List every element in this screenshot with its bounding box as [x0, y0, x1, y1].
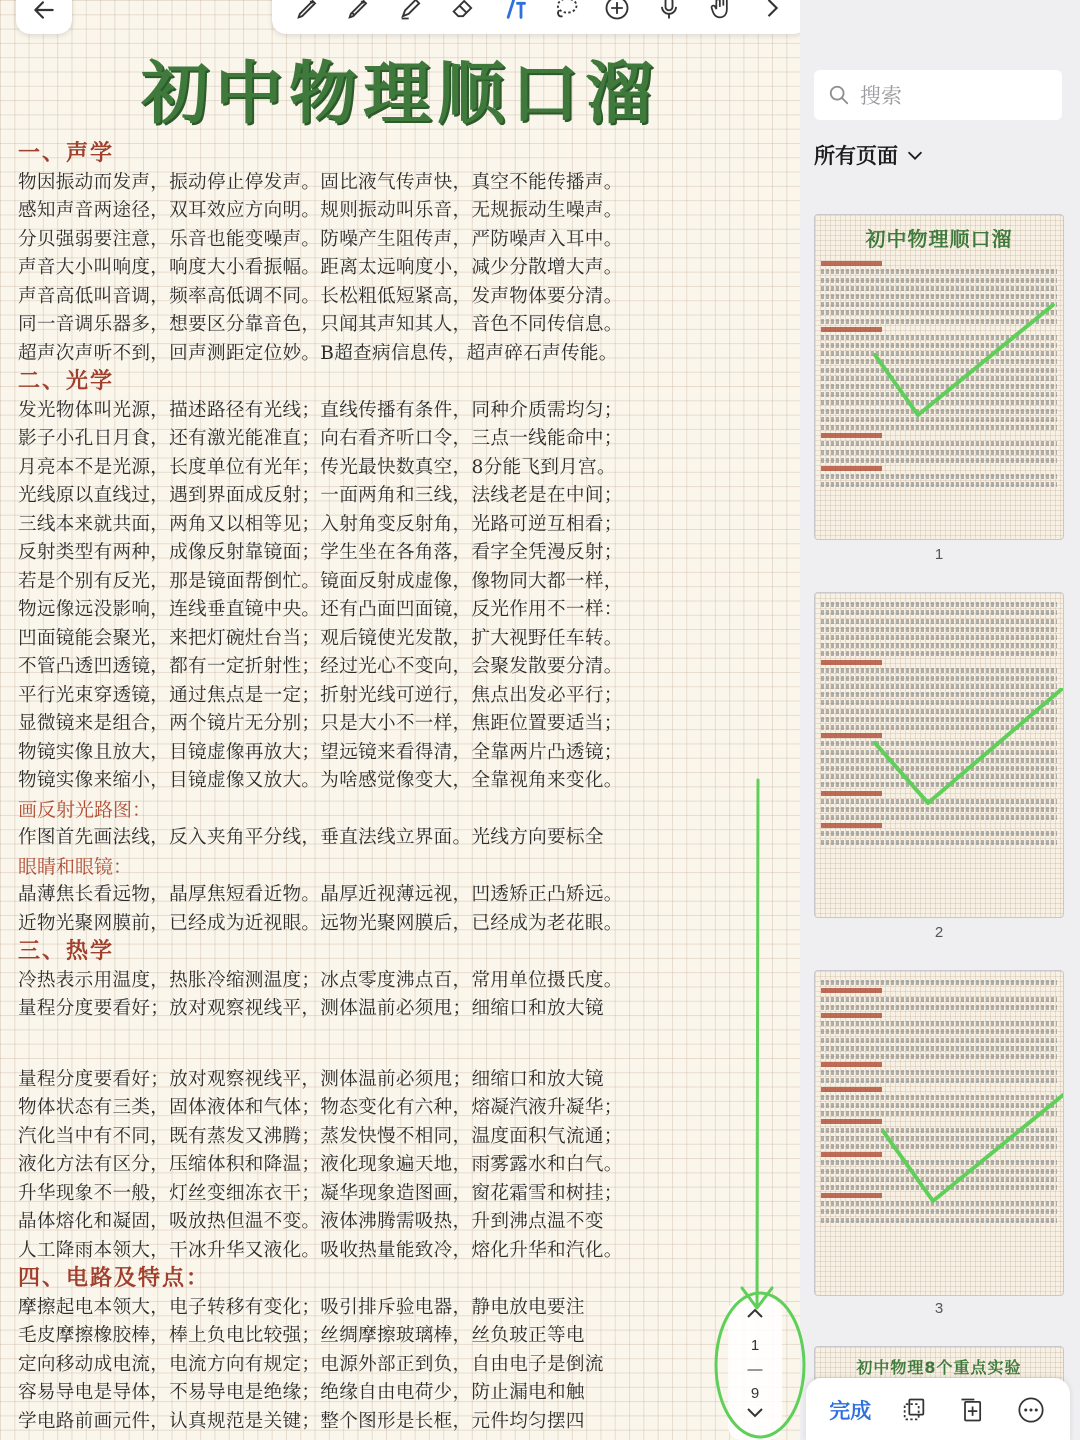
text-line: 超声次声听不到，回声测距定位妙。B超查病信息传，超声碎石声传能。	[18, 342, 618, 364]
microphone-icon	[655, 0, 683, 22]
text-line: 影子小孔日月食，还有激光能准直；向右看齐听口令，三点一线能命中；	[18, 428, 623, 449]
text-line: 同一音调乐器多，想要区分靠音色，只闻其声知其人，音色不同传信息。	[18, 314, 623, 335]
page-thumbnail[interactable]	[814, 970, 1064, 1296]
text-tool[interactable]	[498, 0, 530, 24]
text-line: 液化方法有区分，压缩体积和降温；液化现象遍天地，雨雾露水和白气。	[18, 1154, 623, 1175]
back-button[interactable]	[16, 0, 72, 34]
filter-label: 所有页面	[814, 145, 898, 168]
text-line: 平行光束穿透镜，通过焦点是一定；折射光线可逆行，焦点出发必平行；	[18, 684, 623, 706]
current-page: 1	[750, 1337, 760, 1354]
text-line: 物镜实像来缩小，目镜虚像又放大。为啥感觉像变大，全靠视角来变化。	[18, 770, 623, 791]
text-line: 不管凸透凹透镜，都有一定折射性；经过光心不变向，会聚发散要分清。	[18, 656, 623, 677]
thumbnail-title: 初中物理顺口溜	[865, 227, 1013, 251]
text-line: 量程分度要看好；放对观察视线平，测体温前必须甩；细缩口和放大镜	[18, 998, 604, 1019]
search-placeholder: 搜索	[860, 85, 902, 108]
text-line: 声音高低叫音调，频率高低调不同。长松粗低短紧高，发声物体要分清。	[18, 285, 623, 307]
page-number: 1	[934, 546, 944, 563]
more-actions-button[interactable]	[1015, 1394, 1047, 1426]
text-line: 晶薄焦长看远物，晶厚焦短看近物。晶厚近视薄远视，凹透矫正凸矫远。	[18, 884, 623, 905]
eraser-tool[interactable]	[447, 0, 479, 24]
pencil-tool[interactable]	[343, 0, 375, 24]
insert-tool[interactable]	[601, 0, 633, 24]
add-circle-icon	[603, 0, 631, 22]
text-tool-icon	[500, 0, 528, 22]
text-line: 近物光聚网膜前，已经成为近视眼。远物光聚网膜后，已经成为老花眼。	[18, 912, 623, 934]
subsection-heading: 画反射光路图：	[18, 798, 152, 821]
audio-tool[interactable]	[653, 0, 685, 24]
text-line: 若是个别有反光，那是镜面帮倒忙。镜面反射成虚像，像物同大都一样，	[18, 570, 623, 592]
text-line: 显微镜来是组合，两个镜片无分别；只是大小不一样，焦距位置要适当；	[18, 713, 623, 734]
page-filter-dropdown[interactable]	[814, 140, 926, 170]
highlighter-tool[interactable]	[395, 0, 427, 24]
text-line: 量程分度要看好；放对观察视线平，测体温前必须甩；细缩口和放大镜	[18, 1068, 604, 1090]
section-heading: 二、光学	[18, 369, 115, 394]
more-tools-button[interactable]	[756, 0, 788, 24]
arrow-left-icon	[31, 0, 57, 23]
search-icon	[828, 84, 850, 106]
more-icon	[1017, 1396, 1045, 1424]
page-title: 初中物理顺口溜	[140, 55, 659, 134]
eraser-icon	[449, 0, 477, 22]
search-field[interactable]	[814, 70, 1062, 120]
text-line: 摩擦起电本领大，电子转移有变化；吸引排斥验电器，静电放电要注	[18, 1296, 585, 1318]
hand-tool[interactable]	[705, 0, 737, 24]
checkmark-icon	[863, 688, 1063, 828]
text-line: 汽化当中有不同，既有蒸发又沸腾；蒸发快慢不相同，温度面积气流通；	[18, 1125, 623, 1147]
text-line: 学电路前画元件，认真规范是关键；整个图形是长框，元件均匀摆四	[18, 1410, 585, 1432]
page-thumbnails-sidebar	[800, 0, 1080, 1440]
pen-tool[interactable]	[292, 0, 324, 24]
chevron-down-icon	[904, 144, 926, 166]
document-body	[18, 140, 780, 1436]
text-line: 声音大小叫响度，响度大小看振幅。距离太远响度小，减少分散增大声。	[18, 257, 623, 278]
pen-icon	[294, 0, 322, 22]
text-line: 晶体熔化和凝固，吸放热但温不变。液体沸腾需吸热，升到沸点温不变	[18, 1211, 604, 1232]
text-line: 人工降雨本领大，干冰升华又液化。吸收热量能致冷，熔化升华和汽化。	[18, 1239, 623, 1261]
highlighter-icon	[397, 0, 425, 22]
lasso-tool[interactable]	[550, 0, 582, 24]
checkmark-icon	[863, 295, 1063, 435]
text-line: 凹面镜能会聚光，来把灯碗灶台当；观后镜使光发散，扩大视野任车转。	[18, 627, 623, 649]
checkmark-icon	[863, 1091, 1063, 1231]
text-line: 定向移动成电流，电流方向有规定；电源外部正到负，自由电子是倒流	[18, 1353, 604, 1375]
text-line: 月亮本不是光源，长度单位有光年；传光最快数真空，8分能飞到月宫。	[18, 456, 616, 478]
subsection-heading: 眼睛和眼镜：	[18, 855, 133, 878]
page-number: 2	[934, 924, 944, 941]
text-line: 作图首先画法线，反入夹角平分线，垂直法线立界面。光线方向要标全	[18, 827, 604, 848]
text-line: 物因振动而发声，振动停止停发声。固比液气传声快，真空不能传播声。	[18, 171, 623, 193]
page-number: 3	[934, 1300, 944, 1317]
select-icon	[900, 1396, 928, 1424]
select-pages-button[interactable]	[898, 1394, 930, 1426]
page-thumbnail[interactable]	[814, 214, 1064, 540]
text-line: 反射类型有两种，成像反射靠镜面；学生坐在各角落，看字全凭漫反射；	[18, 542, 623, 563]
lasso-icon	[552, 0, 580, 22]
chevron-right-icon	[758, 0, 786, 22]
text-line: 发光物体叫光源，描述路径有光线；直线传播有条件，同种介质需均匀；	[18, 399, 623, 421]
text-line: 光线原以直线过，遇到界面成反射；一面两角和三线，法线老是在中间；	[18, 485, 623, 506]
hand-icon	[707, 0, 735, 22]
add-page-icon	[958, 1396, 986, 1424]
done-button[interactable]: 完成	[829, 1400, 872, 1423]
section-heading: 三、热学	[18, 939, 115, 964]
text-line: 冷热表示用温度，热胀冷缩测温度；冰点零度沸点百，常用单位摄氏度。	[18, 969, 623, 991]
text-line: 感知声音两途径，双耳效应方向明。规则振动叫乐音，无规振动生噪声。	[18, 200, 623, 221]
text-line: 物远像远没影响，连线垂直镜中央。还有凸面凹面镜，反光作用不一样：	[18, 599, 623, 620]
drawing-toolbar	[272, 0, 808, 34]
text-line: 物镜实像且放大，目镜虚像再放大；望远镜来看得清，全靠两片凸透镜；	[18, 741, 623, 763]
text-line: 三线本来就共面，两角又以相等见；入射角变反射角，光路可逆互相看；	[18, 513, 623, 535]
section-heading: 一、声学	[18, 141, 115, 166]
blank-space	[18, 1024, 780, 1066]
chevron-down-icon[interactable]	[745, 1406, 765, 1420]
page-divider: —	[747, 1361, 763, 1378]
text-line: 毛皮摩擦橡胶棒，棒上负电比较强；丝绸摩擦玻璃棒，丝负玻正等电	[18, 1325, 585, 1346]
add-page-button[interactable]	[956, 1394, 988, 1426]
thumbnail-title: 初中物理8个重点实验	[856, 1358, 1022, 1377]
chevron-up-icon[interactable]	[745, 1306, 765, 1320]
page-thumbnail[interactable]	[814, 592, 1064, 918]
text-line: 分贝强弱要注意，乐音也能变噪声。防噪产生阻传声，严防噪声入耳中。	[18, 228, 623, 250]
page-scroller[interactable]	[728, 1298, 782, 1440]
total-pages: 9	[750, 1385, 760, 1402]
sidebar-bottom-bar	[806, 1378, 1070, 1440]
text-line: 容易导电是导体，不易导电是绝缘；绝缘自由电荷少，防止漏电和触	[18, 1382, 585, 1403]
text-line: 物体状态有三类，固体液体和气体；物态变化有六种，熔凝汽液升凝华；	[18, 1097, 623, 1118]
pen-icon	[345, 0, 373, 22]
section-heading: 四、电路及特点：	[18, 1266, 211, 1291]
text-line: 升华现象不一般，灯丝变细冻衣干；凝华现象造图画，窗花霜雪和树挂；	[18, 1182, 623, 1204]
